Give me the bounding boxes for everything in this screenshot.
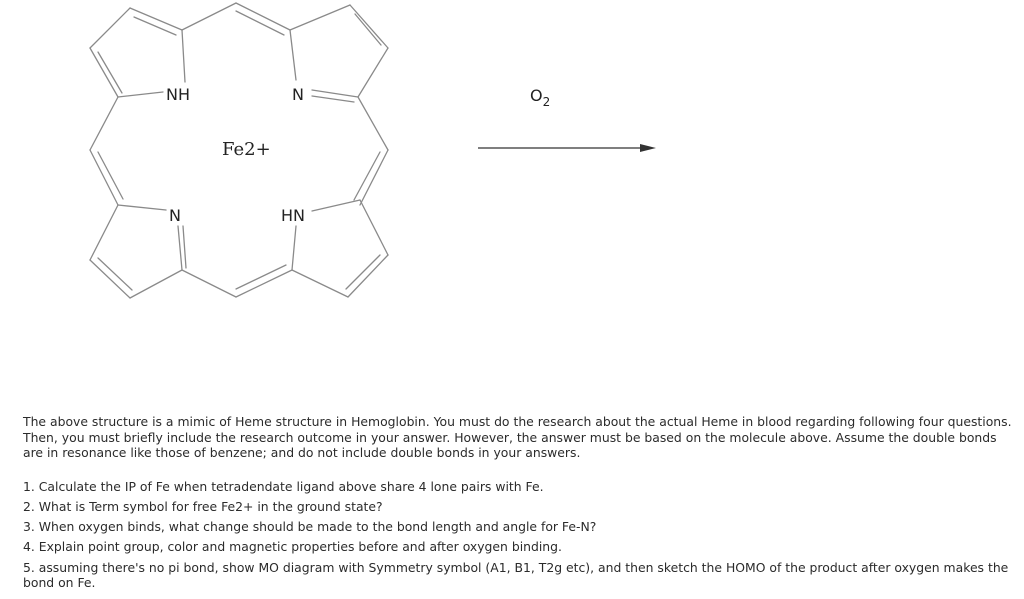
- meso-bridge-top: [182, 3, 290, 35]
- oxygen-reagent-label: [530, 86, 550, 109]
- question-text-block: [23, 414, 1013, 595]
- metal-ion-label: Fe2+: [222, 139, 271, 160]
- pyrrole-ring-bottom-right: [292, 200, 388, 297]
- hn-label-bottom-right: HN: [281, 206, 305, 225]
- meso-bridge-bottom: [182, 265, 292, 297]
- question-item: 4. Explain point group, color and magnetic properties before and after oxygen binding.: [23, 539, 562, 555]
- oxygen-subscript: 2: [542, 95, 551, 109]
- question-list: [23, 479, 1013, 591]
- question-item: 5. assuming there's no pi bond, show MO diagram with Symmetry symbol (A1, B1, T2g etc), and then sketch the HOMO of the product after oxygen makes the bond on Fe.: [23, 559, 1009, 591]
- question-item: 1. Calculate the IP of Fe when tetradendate ligand above share 4 lone pairs with Fe.: [23, 478, 544, 494]
- n-label-top-right: N: [292, 85, 304, 104]
- oxygen-symbol: O: [530, 86, 543, 105]
- question-item: 3. When oxygen binds, what change should be made to the bond length and angle for Fe-N?: [23, 519, 597, 535]
- n-label-bottom-left: N: [169, 206, 181, 225]
- pyrrole-ring-top-left: [90, 8, 185, 97]
- meso-bridge-left: [90, 97, 123, 205]
- svg-text:O2: [530, 86, 550, 109]
- meso-bridge-right: [354, 97, 388, 205]
- intro-paragraph: The above structure is a mimic of Heme structure in Hemoglobin. You must do the research about the actual Heme in blood regarding following four questions. Then, you must briefly include the research outcome in your answer. However, the answer must be based on the molecule above. Assume the double bonds are in resonance like those of benzene; and do not include double bonds in your answers.: [23, 414, 1012, 461]
- question-item: 2. What is Term symbol for free Fe2+ in the ground state?: [23, 498, 383, 514]
- reaction-arrow: [478, 144, 656, 152]
- pyrrole-ring-top-right: [290, 5, 388, 102]
- nh-label-top-left: NH: [166, 85, 190, 104]
